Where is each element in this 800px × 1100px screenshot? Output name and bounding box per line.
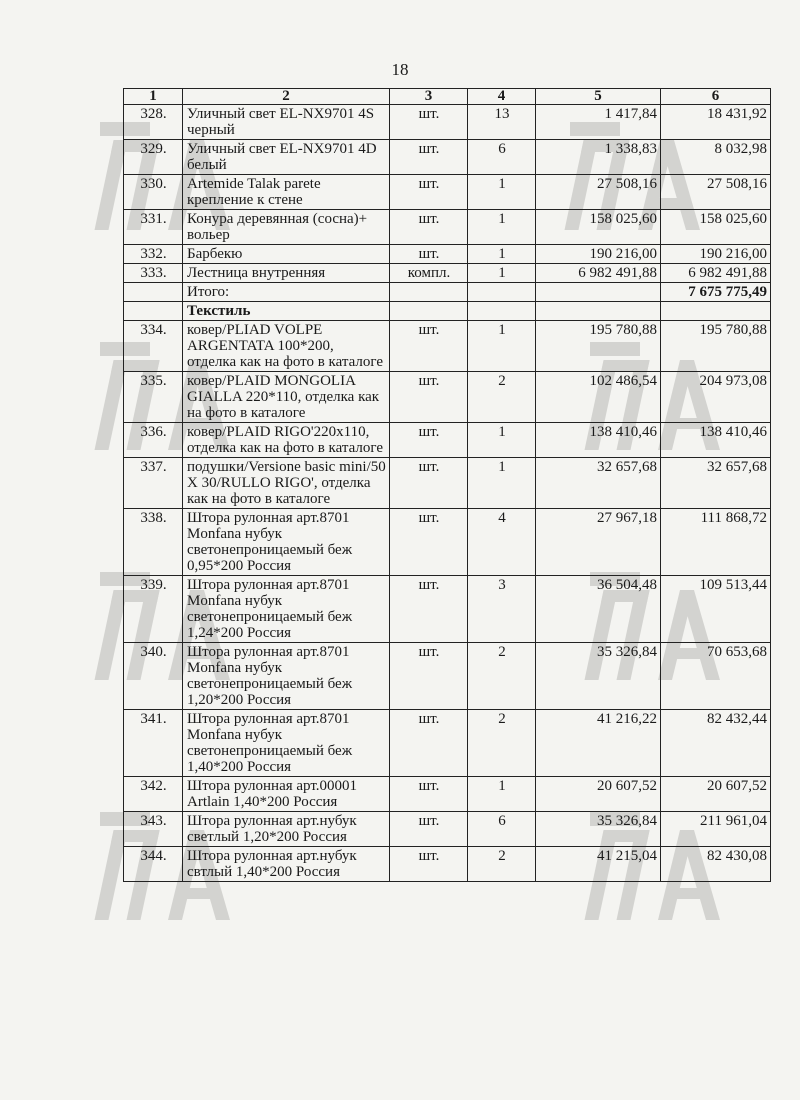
item-price: 27 508,16 bbox=[536, 175, 661, 210]
item-quantity: 1 bbox=[468, 423, 536, 458]
item-quantity: 1 bbox=[468, 264, 536, 283]
item-unit: компл. bbox=[390, 264, 468, 283]
item-total: 82 432,44 bbox=[661, 710, 771, 777]
item-price: 190 216,00 bbox=[536, 245, 661, 264]
item-quantity: 3 bbox=[468, 576, 536, 643]
row-number: 329. bbox=[124, 140, 183, 175]
item-price: 1 338,83 bbox=[536, 140, 661, 175]
row-number: 332. bbox=[124, 245, 183, 264]
column-header: 3 bbox=[390, 89, 468, 105]
row-number: 331. bbox=[124, 210, 183, 245]
column-header: 4 bbox=[468, 89, 536, 105]
table-row bbox=[124, 210, 771, 245]
item-unit: шт. bbox=[390, 321, 468, 372]
header-row bbox=[124, 89, 771, 105]
row-number: 330. bbox=[124, 175, 183, 210]
item-price: 138 410,46 bbox=[536, 423, 661, 458]
row-number: 339. bbox=[124, 576, 183, 643]
item-total: 195 780,88 bbox=[661, 321, 771, 372]
item-price: 1 417,84 bbox=[536, 105, 661, 140]
item-price: 20 607,52 bbox=[536, 777, 661, 812]
item-quantity: 2 bbox=[468, 847, 536, 882]
subtotal-empty-cell bbox=[390, 283, 468, 302]
item-name: ковер/PLIAD VOLPE ARGENTATA 100*200, отделка как на фото в каталоге bbox=[183, 321, 390, 372]
item-unit: шт. bbox=[390, 576, 468, 643]
section-empty-cell bbox=[661, 302, 771, 321]
item-name: подушки/Versione basic mini/50 X 30/RULLO RIGO', отделка как на фото в каталоге bbox=[183, 458, 390, 509]
item-total: 82 430,08 bbox=[661, 847, 771, 882]
row-number: 338. bbox=[124, 509, 183, 576]
table-row bbox=[124, 458, 771, 509]
table-row bbox=[124, 140, 771, 175]
item-name: Конура деревянная (сосна)+ вольер bbox=[183, 210, 390, 245]
subtotal-empty-cell bbox=[468, 283, 536, 302]
section-empty-cell bbox=[468, 302, 536, 321]
table-row bbox=[124, 105, 771, 140]
table-row bbox=[124, 321, 771, 372]
table-row bbox=[124, 643, 771, 710]
item-quantity: 4 bbox=[468, 509, 536, 576]
items-table bbox=[123, 88, 771, 882]
row-number: 334. bbox=[124, 321, 183, 372]
row-number: 341. bbox=[124, 710, 183, 777]
item-total: 20 607,52 bbox=[661, 777, 771, 812]
item-name: Штора рулонная арт.8701 Monfana нубук светонепроницаемый беж 0,95*200 Россия bbox=[183, 509, 390, 576]
item-name: Барбекю bbox=[183, 245, 390, 264]
section-title: Текстиль bbox=[183, 302, 390, 321]
row-number: 335. bbox=[124, 372, 183, 423]
item-total: 32 657,68 bbox=[661, 458, 771, 509]
item-total: 8 032,98 bbox=[661, 140, 771, 175]
item-quantity: 1 bbox=[468, 777, 536, 812]
table-row bbox=[124, 264, 771, 283]
item-unit: шт. bbox=[390, 458, 468, 509]
item-unit: шт. bbox=[390, 812, 468, 847]
item-quantity: 2 bbox=[468, 710, 536, 777]
item-name: ковер/PLAID MONGOLIA GIALLA 220*110, отделка как на фото в каталоге bbox=[183, 372, 390, 423]
item-unit: шт. bbox=[390, 777, 468, 812]
row-number: 340. bbox=[124, 643, 183, 710]
item-name: Уличный свет EL-NX9701 4S черный bbox=[183, 105, 390, 140]
table-row bbox=[124, 509, 771, 576]
item-total: 109 513,44 bbox=[661, 576, 771, 643]
table-row bbox=[124, 847, 771, 882]
item-unit: шт. bbox=[390, 509, 468, 576]
item-price: 32 657,68 bbox=[536, 458, 661, 509]
item-unit: шт. bbox=[390, 210, 468, 245]
item-unit: шт. bbox=[390, 423, 468, 458]
item-quantity: 1 bbox=[468, 321, 536, 372]
table-row bbox=[124, 710, 771, 777]
page-number: 18 bbox=[391, 60, 409, 79]
item-name: Штора рулонная арт.8701 Monfana нубук светонепроницаемый беж 1,40*200 Россия bbox=[183, 710, 390, 777]
table-row bbox=[124, 812, 771, 847]
item-quantity: 1 bbox=[468, 175, 536, 210]
section-empty-cell bbox=[124, 302, 183, 321]
subtotal-num-cell bbox=[124, 283, 183, 302]
item-quantity: 6 bbox=[468, 140, 536, 175]
item-price: 6 982 491,88 bbox=[536, 264, 661, 283]
item-price: 27 967,18 bbox=[536, 509, 661, 576]
item-name: Штора рулонная арт.нубук светлый 1,20*200 Россия bbox=[183, 812, 390, 847]
row-number: 333. bbox=[124, 264, 183, 283]
item-price: 35 326,84 bbox=[536, 643, 661, 710]
item-total: 6 982 491,88 bbox=[661, 264, 771, 283]
table-row bbox=[124, 175, 771, 210]
item-quantity: 2 bbox=[468, 372, 536, 423]
item-price: 102 486,54 bbox=[536, 372, 661, 423]
row-number: 342. bbox=[124, 777, 183, 812]
row-number: 344. bbox=[124, 847, 183, 882]
item-price: 41 216,22 bbox=[536, 710, 661, 777]
item-total: 158 025,60 bbox=[661, 210, 771, 245]
item-total: 138 410,46 bbox=[661, 423, 771, 458]
item-name: Штора рулонная арт.8701 Monfana нубук светонепроницаемый беж 1,24*200 Россия bbox=[183, 576, 390, 643]
item-quantity: 1 bbox=[468, 210, 536, 245]
row-number: 337. bbox=[124, 458, 183, 509]
item-name: Штора рулонная арт.00001 Artlain 1,40*200 Россия bbox=[183, 777, 390, 812]
item-total: 190 216,00 bbox=[661, 245, 771, 264]
section-empty-cell bbox=[536, 302, 661, 321]
item-price: 158 025,60 bbox=[536, 210, 661, 245]
column-header: 2 bbox=[183, 89, 390, 105]
table-row bbox=[124, 576, 771, 643]
item-name: ковер/PLAID RIGO'220x110, отделка как на фото в каталоге bbox=[183, 423, 390, 458]
item-price: 36 504,48 bbox=[536, 576, 661, 643]
item-quantity: 1 bbox=[468, 458, 536, 509]
row-number: 336. bbox=[124, 423, 183, 458]
subtotal-value: 7 675 775,49 bbox=[661, 283, 771, 302]
item-quantity: 1 bbox=[468, 245, 536, 264]
item-price: 35 326,84 bbox=[536, 812, 661, 847]
item-total: 204 973,08 bbox=[661, 372, 771, 423]
section-empty-cell bbox=[390, 302, 468, 321]
subtotal-empty-cell bbox=[536, 283, 661, 302]
item-name: Уличный свет EL-NX9701 4D белый bbox=[183, 140, 390, 175]
column-header: 6 bbox=[661, 89, 771, 105]
item-total: 211 961,04 bbox=[661, 812, 771, 847]
row-number: 328. bbox=[124, 105, 183, 140]
subtotal-label: Итого: bbox=[183, 283, 390, 302]
item-unit: шт. bbox=[390, 105, 468, 140]
item-price: 195 780,88 bbox=[536, 321, 661, 372]
item-name: Лестница внутренняя bbox=[183, 264, 390, 283]
item-unit: шт. bbox=[390, 643, 468, 710]
row-number: 343. bbox=[124, 812, 183, 847]
item-unit: шт. bbox=[390, 372, 468, 423]
item-total: 27 508,16 bbox=[661, 175, 771, 210]
item-unit: шт. bbox=[390, 175, 468, 210]
item-total: 18 431,92 bbox=[661, 105, 771, 140]
item-name: Artemide Talak parete крепление к стене bbox=[183, 175, 390, 210]
item-unit: шт. bbox=[390, 710, 468, 777]
item-unit: шт. bbox=[390, 140, 468, 175]
table-row bbox=[124, 372, 771, 423]
item-unit: шт. bbox=[390, 847, 468, 882]
item-quantity: 6 bbox=[468, 812, 536, 847]
table-row bbox=[124, 423, 771, 458]
column-header: 5 bbox=[536, 89, 661, 105]
item-unit: шт. bbox=[390, 245, 468, 264]
item-name: Штора рулонная арт.нубук свтлый 1,40*200 Россия bbox=[183, 847, 390, 882]
column-header: 1 bbox=[124, 89, 183, 105]
subtotal-row bbox=[124, 283, 771, 302]
item-price: 41 215,04 bbox=[536, 847, 661, 882]
item-total: 70 653,68 bbox=[661, 643, 771, 710]
table-row bbox=[124, 245, 771, 264]
section-row bbox=[124, 302, 771, 321]
item-quantity: 2 bbox=[468, 643, 536, 710]
item-name: Штора рулонная арт.8701 Monfana нубук светонепроницаемый беж 1,20*200 Россия bbox=[183, 643, 390, 710]
item-total: 111 868,72 bbox=[661, 509, 771, 576]
item-quantity: 13 bbox=[468, 105, 536, 140]
table-row bbox=[124, 777, 771, 812]
